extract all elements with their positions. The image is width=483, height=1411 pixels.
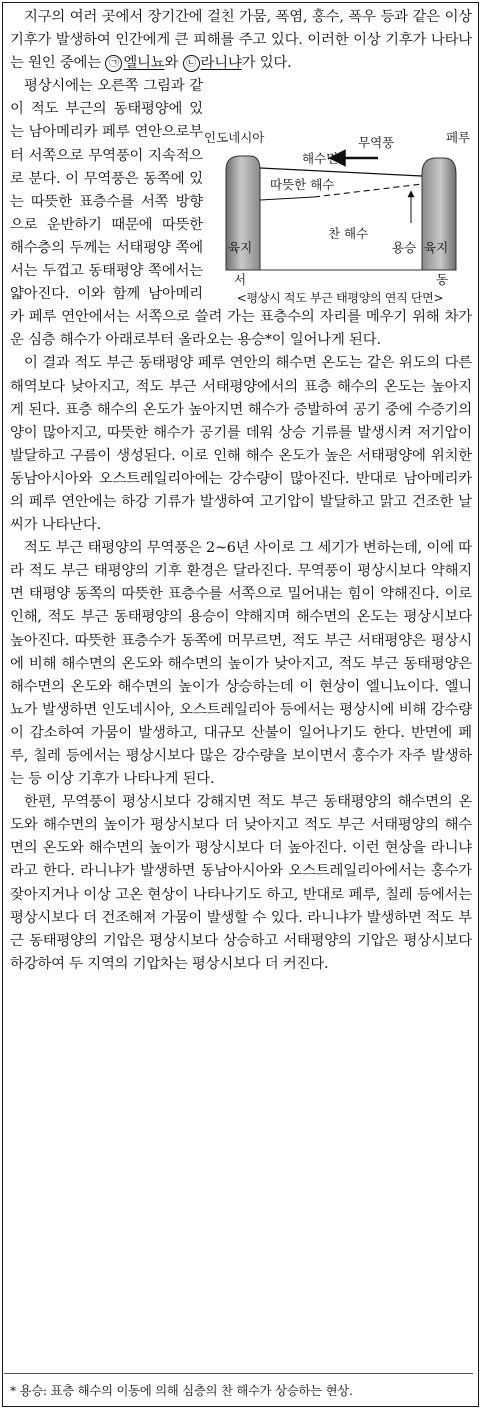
label-warm-water: 따뜻한 해수	[270, 177, 335, 192]
paragraph-1-text-c: 가 있다.	[241, 55, 292, 72]
circled-mark-a: ㉠	[105, 55, 122, 72]
paragraph-2-text: 평상시에는 오른쪽 그림과 같이 적도 부근의 동태평양에 있는 남아메리카 페루 연안으로부터 서쪽으로 무역풍이 지속적으로 분다. 이 무역풍은 동쪽에 있는 따뜻한 표층수를 서쪽 방향으로 운반하기 때문에 따뜻한 해수층의 두께는 서태평양 쪽에서는 두껍고 동태평양 쪽에서는 얇아진다. 이와 함께 남아메리카 페루 연안에서는 서쪽으로 쓸려 가는 표층수의 자리를 메우기 위해 차가운 심층 해수가 아래로부터 올라오는 용승*이 일어나게 된다.	[10, 78, 472, 349]
label-trade-wind: 무역풍	[358, 135, 395, 150]
footnote-divider	[4, 1373, 473, 1374]
label-peru: 페루	[446, 130, 471, 145]
pacific-cross-section-figure	[204, 128, 474, 336]
paragraph-5: 한편, 무역풍이 평상시보다 강해지면 적도 부근 동태평양의 해수면의 온도와 해수면의 높이가 평상시보다 더 낮아지고 적도 부근 서태평양의 해수면의 온도와 해수면의 높이가 평상시보다 더 높아진다. 이런 현상을 라니냐라고 한다. 라니냐가 발생하면 동남아시아와 오스트레일리아에서는 홍수가 잦아지거나 이상 고온 현상이 나타나기도 하고, 반대로 페루, 칠레 등에서는 평상시보다 더 건조해져 가뭄이 발생할 수 있다. 라니냐가 발생하면 적도 부근 동태평양의 기압은 평상시보다 상승하고 서태평양의 기압은 평상시보다 하강하여 두 지역의 기압차는 평상시보다 더 커진다.	[10, 794, 472, 972]
paragraph-3: 이 결과 적도 부근 동태평양 페루 연안의 해수면 온도는 같은 위도의 다른 해역보다 낮아지고, 적도 부근 서태평양에서의 표층 해수의 온도는 높아지게 된다. 표층 해수의 온도가 높아지면 해수가 증발하여 공기 중에 수증기의 양이 많아지고, 따뜻한 해수가 공기를 데워 상승 기류를 발생시켜 저기압이 발달하고 구름이 생성된다. 이로 인해 해수 온도가 높은 서태평양에 위치한 동남아시아와 오스트레일리아에는 강수량이 많아진다. 반대로 남아메리카의 페루 연안에는 하강 기류가 발생하여 고기압이 발달하고 맑고 건조한 날씨가 나타난다.	[10, 355, 472, 534]
label-east: 동	[436, 272, 449, 287]
circled-mark-b: ㉡	[183, 55, 200, 72]
paragraph-1	[10, 6, 472, 75]
paragraph-4: 적도 부근 태평양의 무역풍은 2~6년 사이로 그 세기가 변하는데, 이에 따라 적도 부근 태평양의 기후 환경은 달라진다. 무역풍이 평상시보다 약해지면 태평양 동쪽의 따뜻한 표층수를 서쪽으로 밀어내는 힘이 약해진다. 이로 인해, 적도 부근 동태평양의 용승이 약해지며 해수면의 온도는 평상시보다 높아진다. 따뜻한 표층수가 동쪽에 머무르면, 적도 부근 서태평양은 평상시에 비해 해수면의 온도와 해수면의 높이가 낮아지고, 적도 부근 동태평양은 해수면의 온도와 해수면의 높이가 상승하는데 이 현상이 엘니뇨이다. 엘니뇨가 발생하면 인도네시아, 오스트레일리아 등에서는 평상시에 비해 강수량이 감소하여 가뭄이 발생하고, 대규모 산불이 일어나기도 한다. 반면에 페루, 칠레 등에서는 평상시보다 많은 강수량을 보이면서 홍수가 자주 발생하는 등 이상 기후가 나타나게 된다.	[10, 540, 472, 788]
term-el-nino: 엘니뇨	[123, 55, 165, 72]
label-land-east: 육지	[424, 240, 449, 255]
term-la-nina: 라니냐	[200, 55, 242, 72]
figure-caption: <평상시 적도 부근 태평양의 연직 단면>	[236, 291, 444, 305]
label-cold-water: 찬 해수	[328, 226, 369, 241]
thermocline-solid	[260, 197, 314, 200]
label-west: 서	[234, 272, 247, 287]
label-land-west: 육지	[228, 240, 253, 255]
label-indonesia: 인도네시아	[204, 130, 265, 145]
label-sea-surface: 해수면	[302, 151, 339, 166]
paragraph-1-text: 지구의 여러 곳에서 장기간에 걸친 가뭄, 폭염, 홍수, 폭우 등과 같은 이상 기후가 발생하여 인간에게 큰 피해를 주고 있다. 이러한 이상 기후가 나타나는 원인 중에는	[10, 9, 472, 72]
label-upwelling: 용승	[392, 240, 417, 255]
footnote: * 용승: 표층 해수의 이동에 의해 심층의 찬 해수가 상승하는 현상.	[10, 1384, 353, 1398]
paragraph-1-text-b: 와	[164, 55, 183, 72]
